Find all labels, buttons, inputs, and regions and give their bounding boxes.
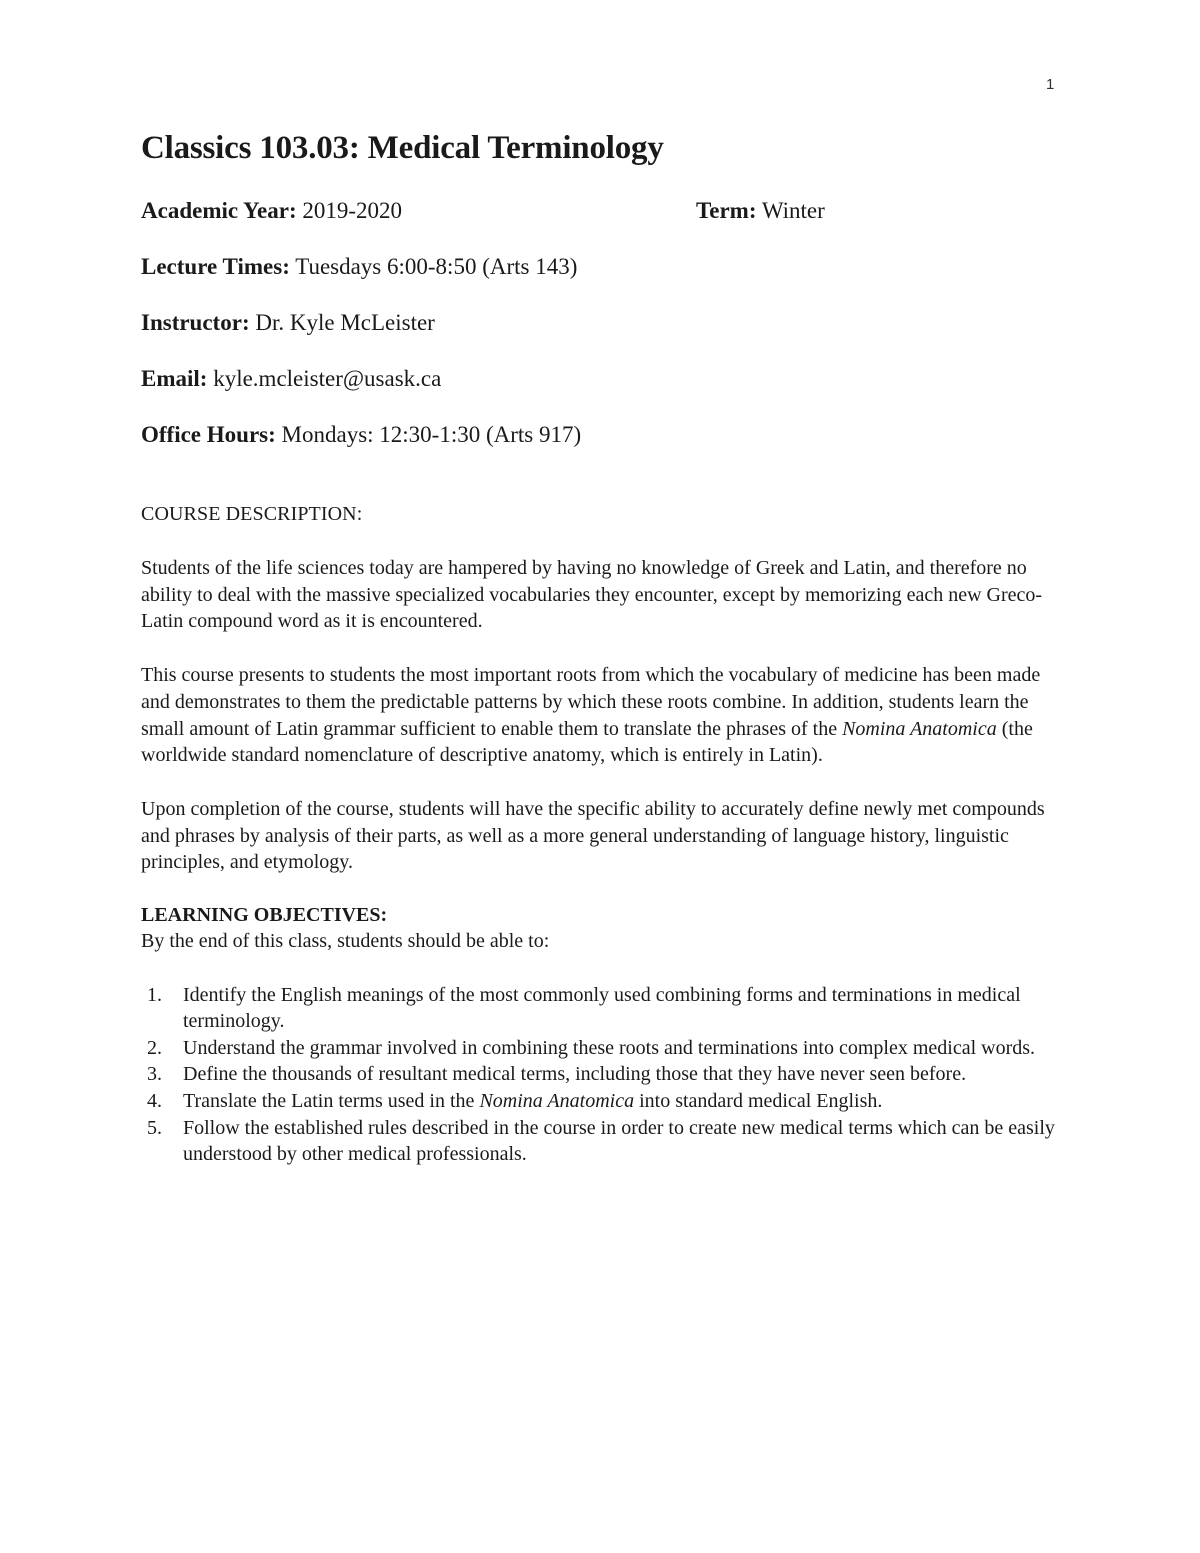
course-description-paragraph-1: Students of the life sciences today are hampered by having no knowledge of Greek and Latin, and therefore no ability to deal with the massive specialized vocabularies they encounter, except by memorizing each new Greco-Latin compound word as it is encountered. [141,557,1043,633]
course-description-heading: COURSE DESCRIPTION: [141,503,363,525]
academic-year-value: 2019-2020 [302,198,403,223]
learning-objectives-intro: By the end of this class, students should be able to: [141,930,550,953]
office-hours-row: Office Hours: Mondays: 12:30-1:30 (Arts 917) [141,422,582,447]
term-block: Term: Winter [696,198,825,223]
lecture-times-value: Tuesdays 6:00-8:50 (Arts 143) [295,254,578,279]
course-description-paragraph-2: This course presents to students the most important roots from which the vocabulary of medicine has been made and demonstrates to them the predictable patterns by which these roots combine. In addition, students learn the small amount of Latin grammar sufficient to enable them to translate the phrases of the Nomina Anatomica (the worldwide standard nomenclature of descriptive anatomy, which is entirely in Latin). [141,664,1041,767]
academic-year-row: Academic Year: 2019-2020 Term: Winter [141,196,1071,226]
list-item: 3. Define the thousands of resultant medical terms, including those that they have never seen before. [147,1063,967,1086]
document-body [141,126,1071,1168]
term-label: Term [696,198,749,223]
course-description-paragraph-3: Upon completion of the course, students will have the specific ability to accurately define newly met compounds and phrases by analysis of their parts, as well as a more general understanding of language history, linguistic principles, and etymology. [141,797,1045,874]
email-value: kyle.mcleister@usask.ca [213,366,442,391]
nomina-anatomica-italic: Nomina Anatomica [842,717,997,740]
instructor-value: Dr. Kyle McLeister [255,310,435,335]
nomina-anatomica-italic: Nomina Anatomica [479,1089,635,1112]
page-number: 1 [1046,76,1055,93]
instructor-label: Instructor [141,310,242,335]
office-hours-value: Mondays: 12:30-1:30 (Arts 917) [281,422,582,447]
course-title: Classics 103.03: Medical Terminology [141,130,664,166]
academic-year-label: Academic Year [141,198,289,223]
learning-objectives-list [141,982,1071,1168]
list-item: 4. Translate the Latin terms used in the Nomina Anatomica into standard medical English. [147,1089,883,1112]
list-item: 5. Follow the established rules described in the course in order to create new medical terms which can be easily understood by other medical professionals. [147,1116,1055,1166]
lecture-times-label: Lecture Times [141,254,283,279]
email-row: Email: kyle.mcleister@usask.ca [141,366,442,391]
lecture-times-row: Lecture Times: Tuesdays 6:00-8:50 (Arts 143) [141,254,578,279]
list-item: 2. Understand the grammar involved in combining these roots and terminations into complex medical words. [147,1036,1036,1059]
list-item: 1. Identify the English meanings of the most commonly used combining forms and terminations in medical terminology. [147,983,1021,1033]
email-label: Email [141,366,200,391]
office-hours-label: Office Hours [141,422,269,447]
instructor-row: Instructor: Dr. Kyle McLeister [141,310,435,335]
term-value: Winter [761,198,825,223]
learning-objectives-heading: LEARNING OBJECTIVES: [141,904,388,927]
